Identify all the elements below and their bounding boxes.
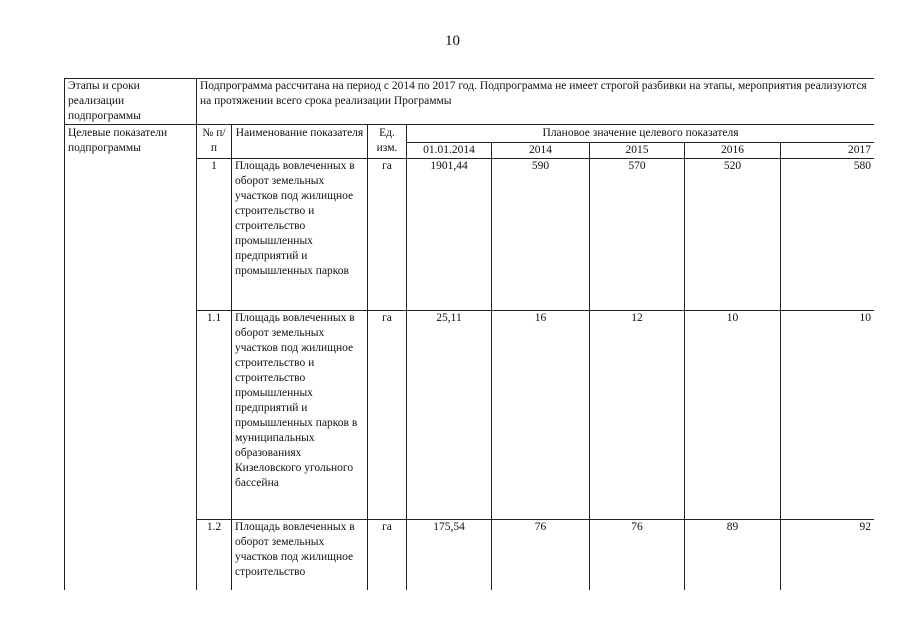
row-unit: га	[368, 159, 407, 311]
row-unit: га	[368, 311, 407, 520]
row-value: 12	[590, 311, 685, 520]
header-period: 2017	[781, 143, 875, 159]
row-value: 89	[685, 520, 781, 591]
row-value: 570	[590, 159, 685, 311]
stages-label: Этапы и сроки реализации подпрограммы	[65, 79, 197, 125]
header-unit: Ед. изм.	[368, 125, 407, 159]
row-value: 10	[781, 311, 875, 520]
row-value: 92	[781, 520, 875, 591]
row-value: 580	[781, 159, 875, 311]
header-period: 2016	[685, 143, 781, 159]
header-period: 2014	[492, 143, 590, 159]
row-indicator-name: Площадь вовлеченных в оборот земельных участков под жилищное строительство и строительство промышленных предприятий и промышленных парков	[232, 159, 368, 311]
row-value: 16	[492, 311, 590, 520]
subprogram-passport-table	[64, 78, 874, 590]
row-num: 1.2	[197, 520, 232, 591]
passport-table-sheet	[64, 78, 874, 590]
row-indicator-name: Площадь вовлеченных в оборот земельных участков под жилищное строительство	[232, 520, 368, 591]
row-indicator-name: Площадь вовлеченных в оборот земельных участков под жилищное строительство и строительство промышленных предприятий и промышленных парков в муниципальных образованиях Кизеловского угольного бассейна	[232, 311, 368, 520]
row-unit: га	[368, 520, 407, 591]
page-number: 10	[445, 33, 460, 49]
row-value: 520	[685, 159, 781, 311]
row-num: 1.1	[197, 311, 232, 520]
row-value: 590	[492, 159, 590, 311]
header-planned: Плановое значение целевого показателя	[407, 125, 875, 143]
header-period: 2015	[590, 143, 685, 159]
row-value: 1901,44	[407, 159, 492, 311]
row-num: 1	[197, 159, 232, 311]
row-value: 76	[590, 520, 685, 591]
stages-row	[65, 79, 875, 125]
stages-text: Подпрограмма рассчитана на период с 2014 по 2017 год. Подпрограмма не имеет строгой разбивки на этапы, мероприятия реализуются на протяжении всего срока реализации Программы	[197, 79, 875, 125]
header-period: 01.01.2014	[407, 143, 492, 159]
indicators-header-row	[65, 125, 875, 143]
header-name: Наименование показателя	[232, 125, 368, 159]
row-value: 10	[685, 311, 781, 520]
row-value: 175,54	[407, 520, 492, 591]
header-num: № п/п	[197, 125, 232, 159]
indicators-label: Целевые показатели подпрограммы	[65, 125, 197, 591]
row-value: 25,11	[407, 311, 492, 520]
row-value: 76	[492, 520, 590, 591]
